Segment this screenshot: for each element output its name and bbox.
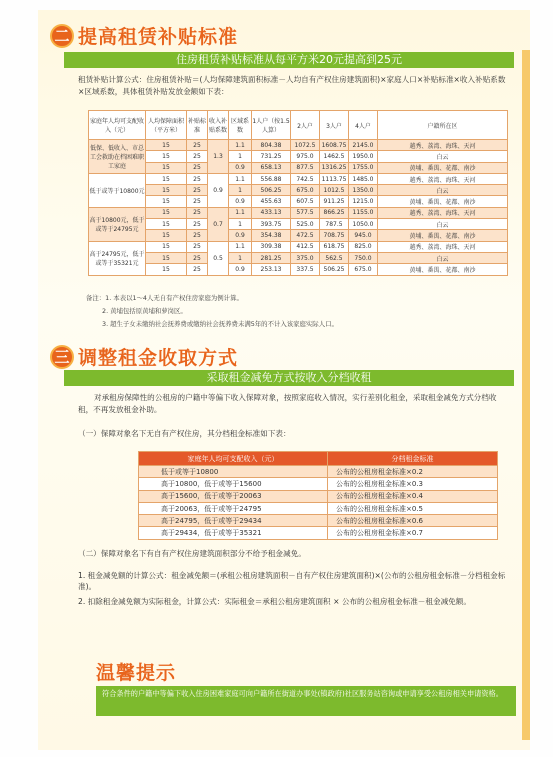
table-cell: 低于或等于10800元 [89,173,146,207]
table-cell: 1755.0 [349,162,378,173]
table-cell: 1.3 [208,140,229,174]
table-cell: 公布的公租房租金标准×0.5 [328,502,498,514]
rent-tier-body [139,466,498,540]
table-cell: 1.1 [229,241,252,252]
subsidy-table-body [89,140,508,276]
table-cell: 25 [187,185,208,196]
table-cell: 15 [146,140,187,151]
table-row [89,151,508,162]
table-cell: 25 [187,140,208,151]
table-cell: 1215.0 [349,196,378,207]
table-cell: 25 [187,207,208,218]
table-cell: 高于24795元，低于或等于35321元 [89,241,146,275]
table-row [89,230,508,241]
table-cell: 433.13 [252,207,291,218]
table-cell: 1 [229,252,252,263]
table-cell: 1485.0 [349,173,378,184]
table-cell: 506.25 [320,264,349,275]
rent-tier-table [138,451,498,540]
table-cell: 高于10800，低于或等于15600 [139,478,328,490]
table-cell: 506.25 [252,185,291,196]
table-header: 分档租金标准 [328,452,498,466]
table-row [89,173,508,184]
table-cell: 1316.25 [320,162,349,173]
table-row [139,466,498,478]
table-cell: 975.0 [291,151,320,162]
rent-calc-one: 1. 租金减免额的计算公式：租金减免额＝(承租公租房建筑面积－自有产权住房建筑面积)×(公布的公租房租金标准－分档租金标准)。 [78,571,506,591]
table-header: 2人户 [291,111,320,140]
table-cell: 15 [146,252,187,263]
table-cell: 375.0 [291,252,320,263]
table-cell: 911.25 [320,196,349,207]
table-cell: 708.75 [320,230,349,241]
section-number-badge: 二 [50,24,74,48]
table-cell: 高于15600，低于或等于20063 [139,490,328,502]
table-cell: 越秀、荔湾、海珠、天河 [378,173,508,184]
table-cell: 25 [187,264,208,275]
table-cell: 731.25 [252,151,291,162]
subsidy-formula: 租赁补贴计算公式：住房租赁补贴＝(人均保障建筑面积标准－人均自有产权住房建筑面积)×家庭人口×补贴标准×收入补贴系数×区域系数，具体租赁补贴发放金额如下表： [78,75,506,96]
table-cell: 1050.0 [349,219,378,230]
table-cell: 658.13 [252,162,291,173]
table-cell: 1950.0 [349,151,378,162]
table-header: 补贴标准 [187,111,208,140]
table-cell: 15 [146,207,187,218]
note-line: 3. 超生子女未缴纳社会抚养费或缴纳社会抚养费未满5年的不计入该家庭实际人口。 [102,320,338,328]
table-cell: 高于20063，低于或等于24795 [139,502,328,514]
table-cell: 公布的公租房租金标准×0.2 [328,466,498,478]
section-title: 调整租金收取方式 [78,347,239,369]
table-cell: 1350.0 [349,185,378,196]
table-cell: 15 [146,230,187,241]
table-row [89,196,508,207]
table-cell: 高于10800元，低于或等于24795元 [89,207,146,241]
table-cell: 黄埔、番禺、花都、南沙 [378,196,508,207]
table-cell: 525.0 [291,219,320,230]
table-header: 区域系数 [229,111,252,140]
table-row [89,185,508,196]
table-cell: 黄埔、番禺、花都、南沙 [378,264,508,275]
table-cell: 1113.75 [320,173,349,184]
table-header: 户籍所在区 [378,111,508,140]
section-number-badge: 三 [50,345,74,369]
table-cell: 公布的公租房租金标准×0.3 [328,478,498,490]
table-row [139,515,498,527]
tip-title: 温馨提示 [96,662,177,684]
table-cell: 25 [187,252,208,263]
table-cell: 393.75 [252,219,291,230]
subsidy-banner: 住房租赁补贴标准从每平方米20元提高到25元 [64,52,514,68]
table-row [139,490,498,502]
note-line: 2. 黄埔包括原黄埔和萝岗区。 [102,307,187,315]
subsidy-notes [86,292,506,331]
table-cell: 越秀、荔湾、海珠、天河 [378,241,508,252]
rent-calc-two: 2. 扣除租金减免额为实际租金，计算公式：实际租金＝承租公租房建筑面积 × 公布的公租房租金标准－租金减免额。 [78,597,471,606]
table-cell: 白云 [378,219,508,230]
table-cell: 1 [229,185,252,196]
rent-sub-one: （一）保障对象名下无自有产权住房，其分档租金标准如下表： [78,429,291,438]
table-cell: 白云 [378,252,508,263]
table-cell: 577.5 [291,207,320,218]
table-cell: 1012.5 [320,185,349,196]
table-cell: 412.5 [291,241,320,252]
table-cell: 25 [187,151,208,162]
table-cell: 750.0 [349,252,378,263]
table-cell: 1155.0 [349,207,378,218]
table-row [89,207,508,218]
table-cell: 354.38 [252,230,291,241]
table-cell: 1.1 [229,140,252,151]
table-cell: 15 [146,162,187,173]
table-cell: 1.1 [229,207,252,218]
table-cell: 866.25 [320,207,349,218]
table-row [89,140,508,151]
table-cell: 1072.5 [291,140,320,151]
subsidy-table [88,110,508,276]
table-header: 3人户 [320,111,349,140]
table-cell: 25 [187,241,208,252]
table-cell: 0.7 [208,207,229,241]
section-title: 提高租赁补贴标准 [78,26,239,48]
table-cell: 25 [187,196,208,207]
table-row [89,219,508,230]
table-cell: 越秀、荔湾、海珠、天河 [378,140,508,151]
table-cell: 高于24795，低于或等于29434 [139,515,328,527]
table-header: 4人户 [349,111,378,140]
table-header: 家庭年人均可支配收入（元） [89,111,146,140]
table-cell: 15 [146,196,187,207]
table-cell: 0.9 [229,196,252,207]
table-cell: 15 [146,151,187,162]
table-cell: 675.0 [349,264,378,275]
table-cell: 0.9 [208,173,229,207]
table-cell: 618.75 [320,241,349,252]
table-cell: 1.1 [229,173,252,184]
section-two-heading [50,22,238,49]
tip-box: 符合条件的户籍中等偏下收入住房困难家庭可向户籍所在街道办事处(镇政府)社区服务站咨询或申请享受公租房相关申请资格。 [96,686,516,716]
table-row [139,478,498,490]
table-cell: 1 [229,151,252,162]
table-cell: 黄埔、番禺、花都、南沙 [378,230,508,241]
table-cell: 低于或等于10800 [139,466,328,478]
table-cell: 825.0 [349,241,378,252]
table-cell: 公布的公租房租金标准×0.7 [328,527,498,539]
table-row [89,264,508,275]
table-header: 人均保障面积（平方米） [146,111,187,140]
table-cell: 15 [146,219,187,230]
note-line: 备注：1. 本表以1～4人无自有产权住房家庭为例计算。 [86,294,243,302]
table-cell: 742.5 [291,173,320,184]
table-cell: 越秀、荔湾、海珠、天河 [378,207,508,218]
table-cell: 15 [146,241,187,252]
table-cell: 0.9 [229,162,252,173]
table-row [89,162,508,173]
table-cell: 高于29434，低于或等于35321 [139,527,328,539]
table-cell: 607.5 [291,196,320,207]
table-cell: 804.38 [252,140,291,151]
table-cell: 公布的公租房租金标准×0.6 [328,515,498,527]
table-header: 1人户（按1.5人算） [252,111,291,140]
table-cell: 1462.5 [320,151,349,162]
table-cell: 1 [229,219,252,230]
table-cell: 472.5 [291,230,320,241]
table-row [89,252,508,263]
table-cell: 309.38 [252,241,291,252]
page-edge-decoration [522,50,530,740]
table-cell: 25 [187,162,208,173]
table-cell: 25 [187,219,208,230]
table-cell: 2145.0 [349,140,378,151]
table-cell: 877.5 [291,162,320,173]
table-cell: 455.63 [252,196,291,207]
table-cell: 0.9 [229,230,252,241]
table-cell: 25 [187,230,208,241]
table-row [139,527,498,539]
table-cell: 253.13 [252,264,291,275]
rent-banner: 采取租金减免方式按收入分档收租 [64,370,514,386]
table-cell: 15 [146,173,187,184]
rent-sub-two: （二）保障对象名下有自有产权住房建筑面积部分不给予租金减免。 [78,549,306,558]
table-cell: 337.5 [291,264,320,275]
rent-intro: 对承租房保障性的公租房的户籍中等偏下收入保障对象，按照家庭收入情况，实行差别化租金，采取租金减免方式分档收租，不再发放租金补助。 [78,393,497,414]
table-cell: 低保、低收入、市总工会救助在档困难职工家庭 [89,140,146,174]
table-cell: 1608.75 [320,140,349,151]
table-cell: 白云 [378,185,508,196]
table-cell: 15 [146,264,187,275]
table-cell: 公布的公租房租金标准×0.4 [328,490,498,502]
table-cell: 945.0 [349,230,378,241]
table-cell: 0.5 [208,241,229,275]
page [38,10,530,750]
table-row [89,241,508,252]
table-cell: 15 [146,185,187,196]
table-header: 收入补贴系数 [208,111,229,140]
section-three-heading [50,343,238,370]
table-cell: 556.88 [252,173,291,184]
table-cell: 675.0 [291,185,320,196]
table-cell: 281.25 [252,252,291,263]
table-cell: 0.9 [229,264,252,275]
table-cell: 787.5 [320,219,349,230]
table-cell: 白云 [378,151,508,162]
table-cell: 黄埔、番禺、花都、南沙 [378,162,508,173]
table-header: 家庭年人均可支配收入（元） [139,452,328,466]
table-row [139,502,498,514]
table-cell: 562.5 [320,252,349,263]
table-cell: 25 [187,173,208,184]
